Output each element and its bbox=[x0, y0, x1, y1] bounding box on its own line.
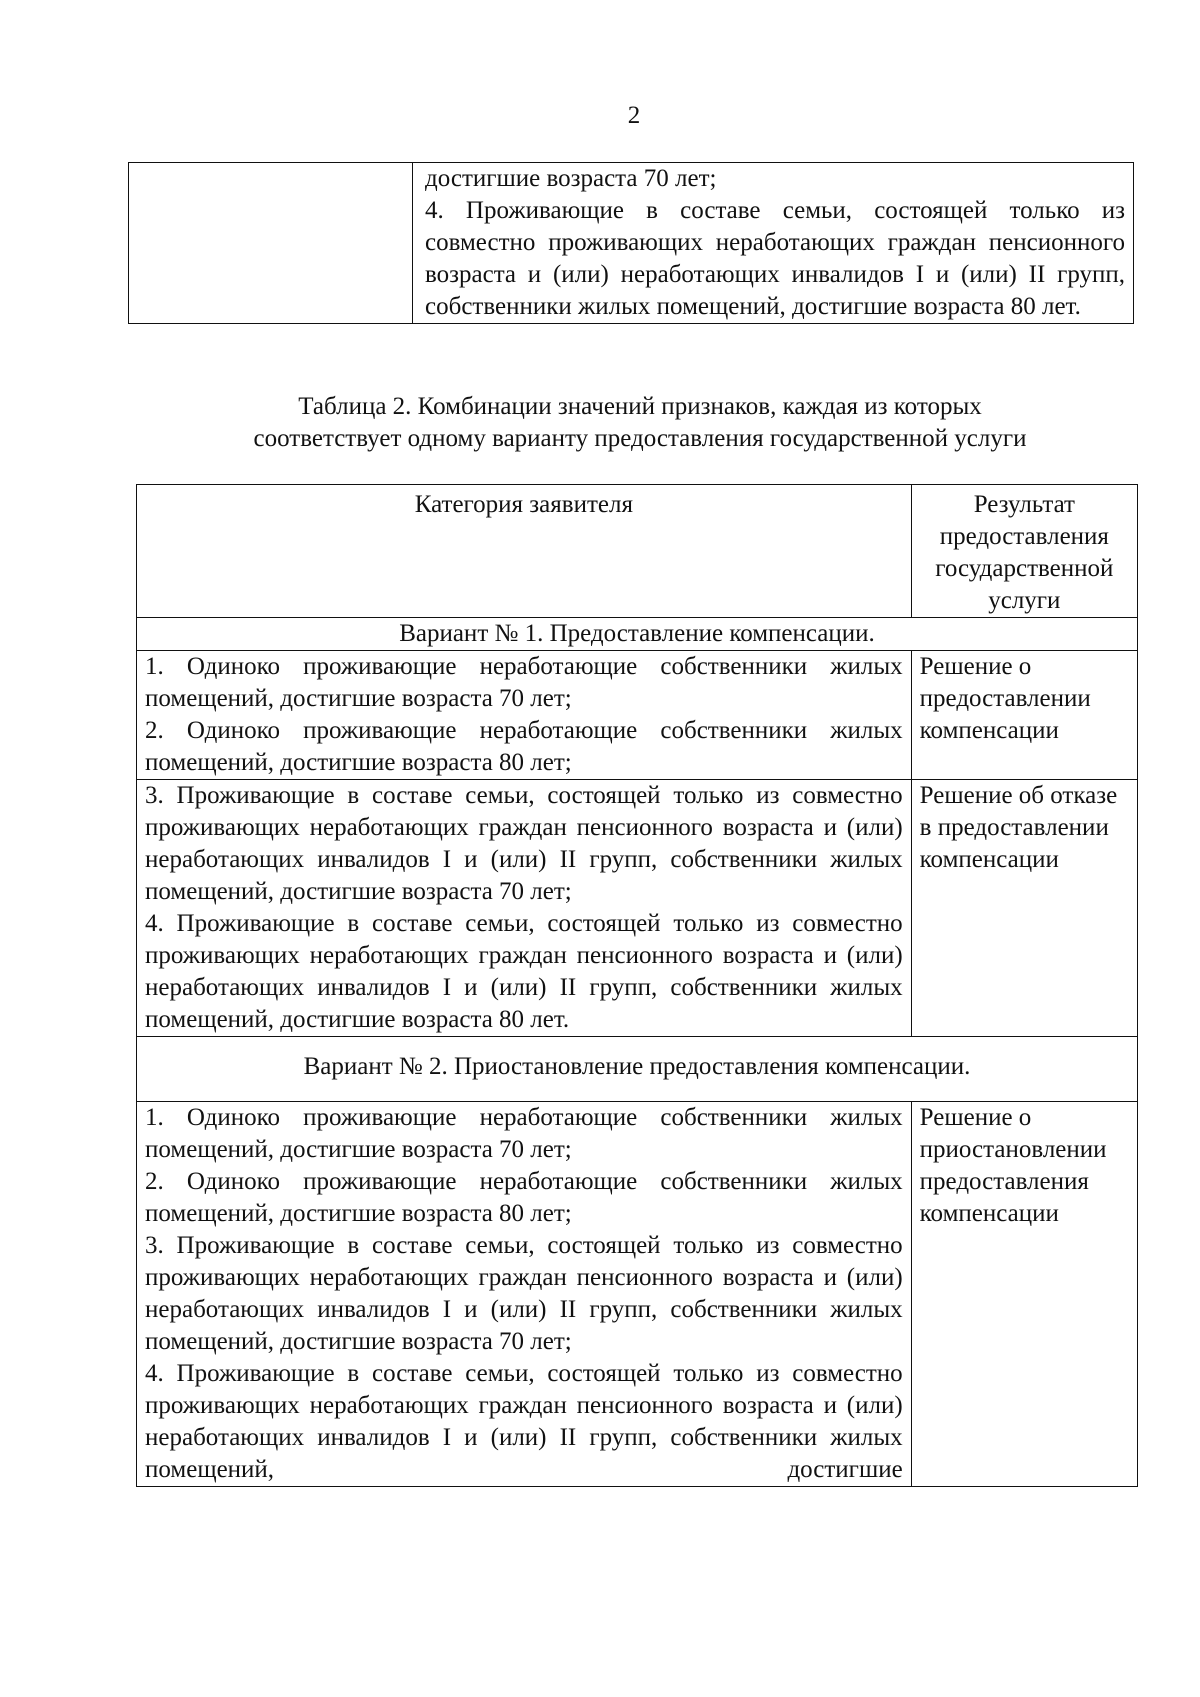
variant-1-title: Вариант № 1. Предоставление компенсации. bbox=[137, 618, 1138, 651]
v2-item-2: 2. Одиноко проживающие неработающие собственники жилых помещений, достигшие возраста 80 лет; bbox=[145, 1168, 903, 1227]
v1-item-2: 2. Одиноко проживающие неработающие собственники жилых помещений, достигшие возраста 80 лет; bbox=[145, 717, 903, 776]
variant-1-group-a-result: Решение о предоставлении компенсации bbox=[911, 651, 1137, 780]
variants-table bbox=[136, 484, 1138, 1487]
variant-1-group-b-row bbox=[137, 780, 1138, 1037]
v2-item-4: 4. Проживающие в составе семьи, состоящей только из совместно проживающих неработающих граждан пенсионного возраста и (или) неработающих инвалидов I и (или) II групп, собственники жилых помещений, достигшие bbox=[145, 1360, 903, 1483]
variant-2-categories bbox=[137, 1102, 912, 1487]
caption-line-1: Таблица 2. Комбинации значений признаков, каждая из которых bbox=[298, 393, 982, 420]
continuation-line-2: 4. Проживающие в составе семьи, состоящей только из совместно проживающих неработающих граждан пенсионного возраста и (или) неработающих инвалидов I и (или) II групп, собственники жилых помещений, достигшие возраста 80 лет. bbox=[425, 197, 1125, 320]
v2-item-1: 1. Одиноко проживающие неработающие собственники жилых помещений, достигшие возраста 70 лет; bbox=[145, 1104, 903, 1163]
header-row bbox=[137, 485, 1138, 618]
continuation-table bbox=[128, 162, 1134, 324]
variant-2-result: Решение о приостановлении предоставления компенсации bbox=[911, 1102, 1137, 1487]
header-result: Результат предоставления государственной услуги bbox=[911, 485, 1137, 618]
variant-1-group-a-categories bbox=[137, 651, 912, 780]
continuation-line-1: достигшие возраста 70 лет; bbox=[425, 165, 717, 192]
v1-item-1: 1. Одиноко проживающие неработающие собственники жилых помещений, достигшие возраста 70 лет; bbox=[145, 653, 903, 712]
header-category: Категория заявителя bbox=[137, 485, 912, 618]
variant-2-title-row bbox=[137, 1037, 1138, 1102]
variant-1-group-a-row bbox=[137, 651, 1138, 780]
v1-item-3: 3. Проживающие в составе семьи, состоящей только из совместно проживающих неработающих граждан пенсионного возраста и (или) неработающих инвалидов I и (или) II групп, собственники жилых помещений, достигшие возраста 70 лет; bbox=[145, 782, 903, 905]
variant-1-title-row bbox=[137, 618, 1138, 651]
continuation-text-cell bbox=[413, 163, 1134, 324]
table-caption bbox=[140, 391, 1140, 455]
variant-2-title: Вариант № 2. Приостановление предоставления компенсации. bbox=[137, 1037, 1138, 1102]
v2-item-3: 3. Проживающие в составе семьи, состоящей только из совместно проживающих неработающих граждан пенсионного возраста и (или) неработающих инвалидов I и (или) II групп, собственники жилых помещений, достигшие возраста 70 лет; bbox=[145, 1232, 903, 1355]
v1-item-4: 4. Проживающие в составе семьи, состоящей только из совместно проживающих неработающих граждан пенсионного возраста и (или) неработающих инвалидов I и (или) II групп, собственники жилых помещений, достигшие возраста 80 лет. bbox=[145, 910, 903, 1033]
variant-2-row bbox=[137, 1102, 1138, 1487]
page-number: 2 bbox=[627, 102, 641, 129]
variant-1-group-b-categories bbox=[137, 780, 912, 1037]
continuation-empty-cell bbox=[129, 163, 413, 324]
variant-1-group-b-result: Решение об отказе в предоставлении компенсации bbox=[911, 780, 1137, 1037]
caption-line-2: соответствует одному варианту предоставления государственной услуги bbox=[253, 425, 1027, 452]
